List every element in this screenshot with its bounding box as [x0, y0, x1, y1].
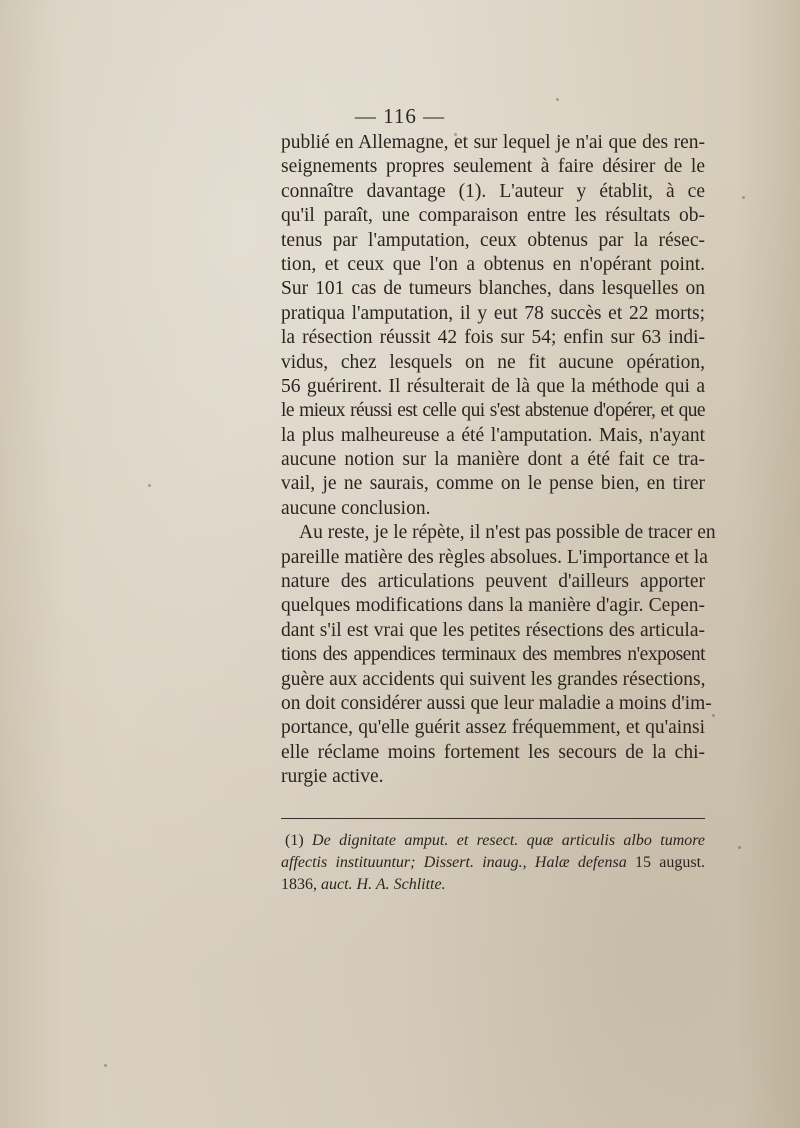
text-line: aucune notion sur la manière dont a été fait ce tra-: [281, 449, 705, 471]
page-number: — 116 —: [354, 104, 446, 128]
text-line: pareille matière des règles absolues. L'importance et la: [281, 546, 708, 568]
text-line: publié en Allemagne, et sur lequel je n'ai que des ren-: [281, 132, 705, 153]
footnote-author: auct. H. A. Schlitte.: [321, 876, 446, 893]
paragraph-end-line: aucune conclusion.: [281, 497, 431, 519]
text-line: seignements propres seulement à faire désirer de le: [281, 156, 705, 178]
footnote-marker: (1): [285, 832, 304, 849]
footnote-line: [281, 830, 705, 852]
footnote-line: [281, 874, 705, 896]
text-line: elle réclame moins fortement les secours de la chi-: [281, 741, 705, 763]
text-line: qu'il paraît, une comparaison entre les résultats ob-: [281, 205, 705, 227]
paragraph-end-line: rurgie active.: [281, 766, 384, 788]
text-line: guère aux accidents qui suivent les grandes résections,: [281, 668, 706, 690]
text-line: Sur 101 cas de tumeurs blanches, dans lesquelles on: [281, 278, 705, 300]
paper-speck: [712, 714, 715, 717]
footnote-divider: [281, 818, 705, 819]
footnote-title-continued: affectis instituuntur; Dissert. inaug., Halæ defensa: [281, 854, 627, 871]
paragraph-start-line: Au reste, je le répète, il n'est pas possible de tracer en: [299, 522, 716, 544]
text-line: on doit considérer aussi que leur maladie a moins d'im-: [281, 692, 712, 714]
text-line: dant s'il est vrai que les petites résections des articula-: [281, 619, 705, 641]
paper-speck: [556, 98, 559, 101]
paper-speck: [738, 846, 741, 849]
footnote: [281, 830, 705, 896]
text-line: quelques modifications dans la manière d'agir. Cepen-: [281, 595, 705, 617]
footnote-year: 1836,: [281, 876, 317, 893]
text-line: portance, qu'elle guérit assez fréquemment, et qu'ainsi: [281, 717, 705, 739]
text-line: vidus, chez lesquels on ne fit aucune opération,: [281, 351, 705, 373]
body-text: [281, 131, 716, 790]
text-line: vail, je ne saurais, comme on le pense bien, en tirer: [281, 473, 705, 495]
text-line: la plus malheureuse a été l'amputation. Mais, n'ayant: [281, 424, 705, 446]
text-line: connaître davantage (1). L'auteur y établit, à ce: [281, 180, 705, 202]
paper-speck: [148, 484, 151, 487]
text-line: pratiqua l'amputation, il y eut 78 succès et 22 morts;: [281, 302, 705, 324]
text-line: tion, et ceux que l'on a obtenus en n'opérant point.: [281, 253, 705, 275]
paper-speck: [454, 133, 457, 136]
text-line: 56 guérirent. Il résulterait de là que la méthode qui a: [281, 375, 705, 397]
text-line: nature des articulations peuvent d'ailleurs apporter: [281, 571, 705, 593]
footnote-date: 15 august.: [634, 854, 706, 871]
text-line: tenus par l'amputation, ceux obtenus par la résec-: [281, 229, 705, 251]
text-line: la résection réussit 42 fois sur 54; enfin sur 63 indi-: [281, 327, 705, 349]
footnote-line: [281, 852, 705, 874]
footnote-title: De dignitate amput. et resect. quæ articulis albo tumore: [312, 832, 705, 849]
paper-speck: [104, 1064, 107, 1067]
text-line: le mieux réussi est celle qui s'est abstenue d'opérer, et que: [281, 400, 705, 422]
paper-speck: [742, 196, 745, 199]
text-line: tions des appendices terminaux des membres n'exposent: [281, 644, 705, 666]
